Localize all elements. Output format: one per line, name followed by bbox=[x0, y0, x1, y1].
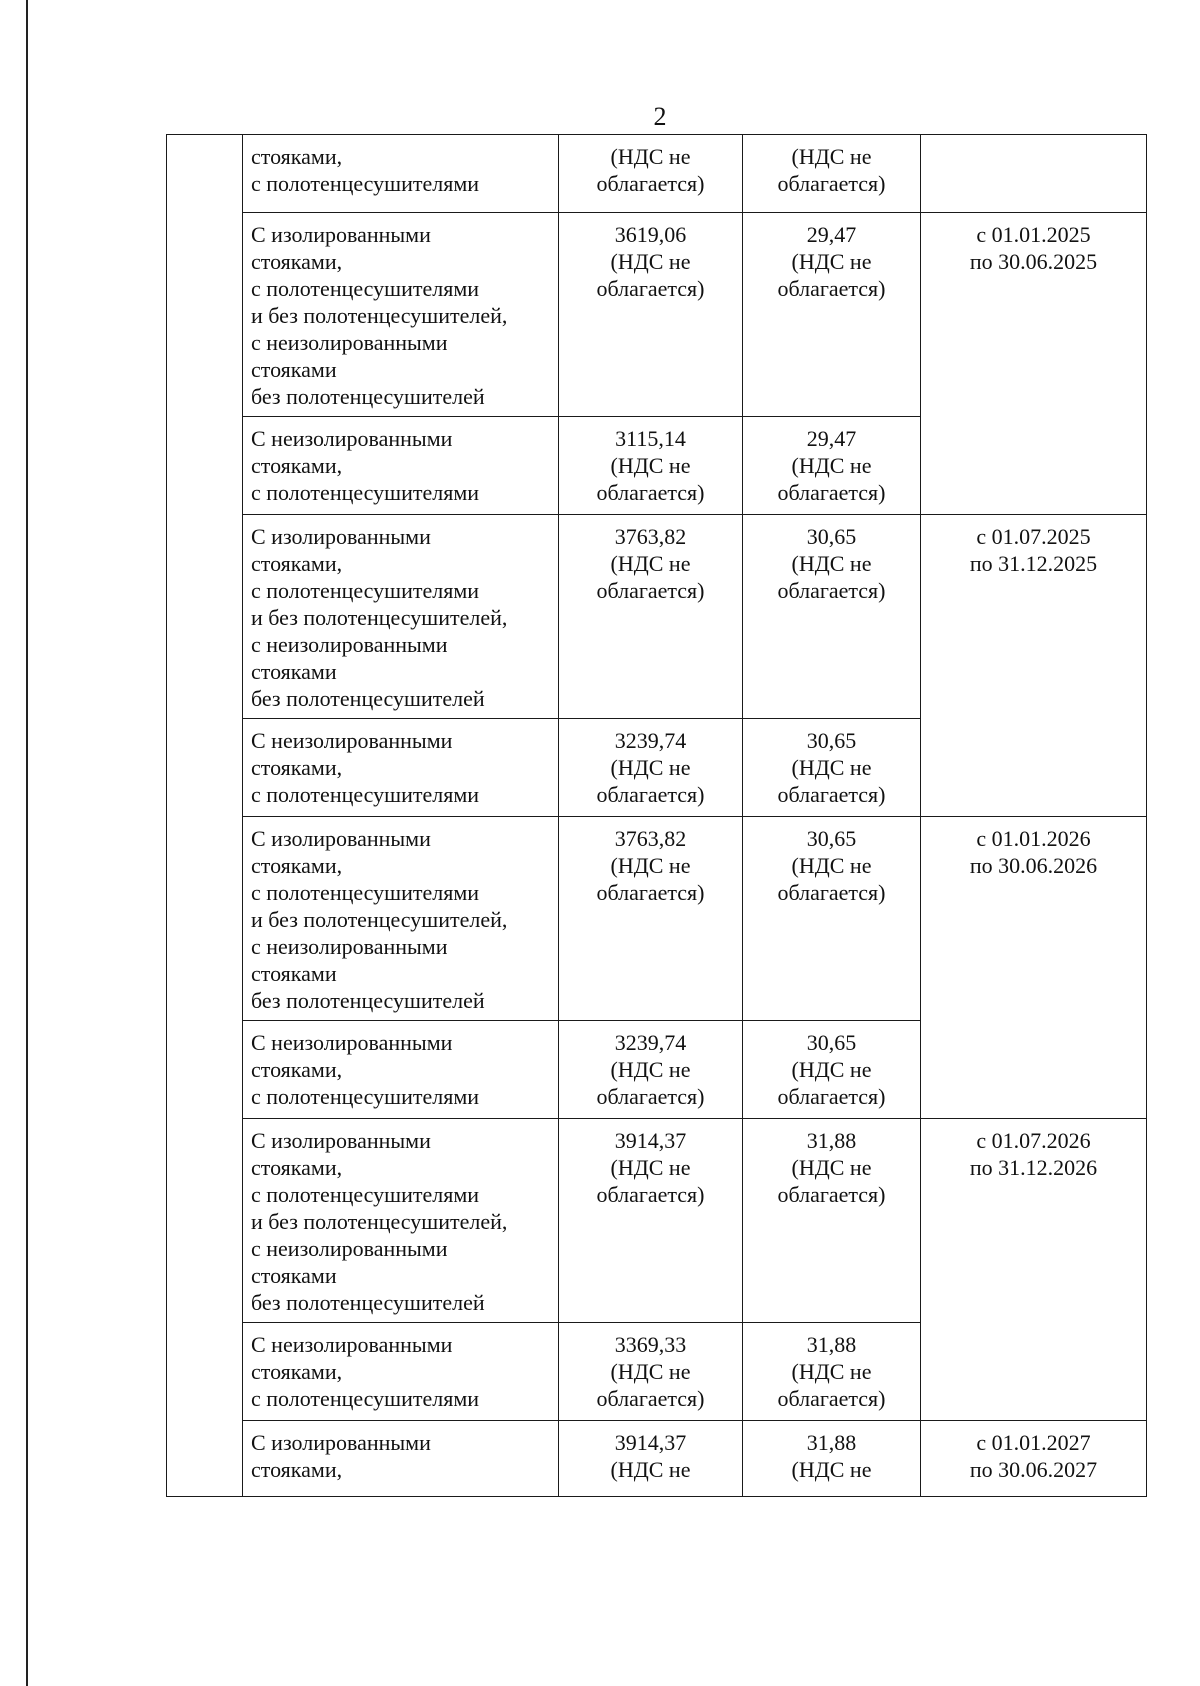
cell-line: С неизолированными bbox=[251, 1332, 453, 1357]
rate-cell bbox=[743, 417, 921, 515]
cell-line: 30,65 bbox=[806, 1030, 857, 1055]
tariff-table bbox=[166, 134, 1147, 1497]
cell-line: 3115,14 bbox=[615, 426, 686, 451]
cell-line: С неизолированными bbox=[251, 1030, 453, 1055]
cell-line: С изолированными bbox=[251, 826, 431, 851]
price-cell bbox=[559, 1323, 743, 1421]
page-edge-line bbox=[26, 0, 28, 1686]
cell-line: 3763,82 bbox=[614, 826, 687, 851]
description-cell bbox=[243, 417, 559, 515]
cell-line: С неизолированными bbox=[251, 426, 453, 451]
rate-cell bbox=[743, 213, 921, 417]
cell-line: стояками, bbox=[251, 1457, 343, 1482]
rate-cell bbox=[743, 719, 921, 817]
cell-line: стояками bbox=[251, 1263, 337, 1288]
cell-line: с полотенцесушителями bbox=[251, 782, 480, 807]
cell-line: по 30.06.2027 bbox=[969, 1457, 1098, 1482]
cell-line: (НДС не bbox=[791, 1057, 872, 1082]
table-row bbox=[167, 213, 1147, 417]
description-cell bbox=[243, 1323, 559, 1421]
cell-line: с неизолированными bbox=[251, 934, 448, 959]
price-cell bbox=[559, 1119, 743, 1323]
cell-line: без полотенцесушителей bbox=[251, 384, 485, 409]
cell-line: 3763,82 bbox=[614, 524, 687, 549]
price-cell bbox=[559, 213, 743, 417]
cell-line: с 01.01.2025 bbox=[976, 222, 1091, 247]
cell-line: облагается) bbox=[596, 276, 705, 301]
cell-line: 31,88 bbox=[806, 1332, 857, 1357]
cell-line: с полотенцесушителями bbox=[251, 171, 480, 196]
cell-line: 3914,37 bbox=[614, 1128, 687, 1153]
cell-line: и без полотенцесушителей, bbox=[251, 1209, 508, 1234]
cell-line: (НДС не bbox=[791, 249, 872, 274]
cell-line: стояками, bbox=[251, 1359, 343, 1384]
cell-line: (НДС не bbox=[791, 853, 872, 878]
cell-line: стояками, bbox=[251, 144, 343, 169]
cell-line: 3239,74 bbox=[614, 728, 687, 753]
cell-line: облагается) bbox=[777, 1386, 886, 1411]
cell-line: облагается) bbox=[596, 880, 705, 905]
price-cell bbox=[559, 417, 743, 515]
description-cell bbox=[243, 1021, 559, 1119]
description-cell bbox=[243, 1421, 559, 1497]
rate-cell bbox=[743, 1021, 921, 1119]
cell-line: (НДС не bbox=[610, 1155, 691, 1180]
table-row bbox=[167, 1421, 1147, 1497]
cell-line: облагается) bbox=[777, 276, 886, 301]
tariff-table-body bbox=[167, 135, 1147, 1497]
cell-line: С изолированными bbox=[251, 222, 431, 247]
cell-line: (НДС не bbox=[610, 453, 691, 478]
cell-line: 3914,37 bbox=[614, 1430, 687, 1455]
cell-line: 30,65 bbox=[806, 826, 857, 851]
cell-line: с полотенцесушителями bbox=[251, 880, 480, 905]
cell-line: с неизолированными bbox=[251, 632, 448, 657]
cell-line: с 01.01.2027 bbox=[976, 1430, 1091, 1455]
cell-line: стояками bbox=[251, 357, 337, 382]
price-cell bbox=[559, 1021, 743, 1119]
period-cell bbox=[921, 1119, 1147, 1421]
cell-line: с полотенцесушителями bbox=[251, 1182, 480, 1207]
cell-line: без полотенцесушителей bbox=[251, 1290, 485, 1315]
cell-line: и без полотенцесушителей, bbox=[251, 907, 508, 932]
cell-line: облагается) bbox=[777, 880, 886, 905]
cell-line: стояками, bbox=[251, 453, 343, 478]
cell-line: с полотенцесушителями bbox=[251, 1084, 480, 1109]
table-row bbox=[167, 135, 1147, 213]
cell-line: (НДС не bbox=[791, 551, 872, 576]
cell-line: облагается) bbox=[596, 578, 705, 603]
table-row bbox=[167, 515, 1147, 719]
period-cell bbox=[921, 213, 1147, 515]
price-cell bbox=[559, 719, 743, 817]
cell-line: 29,47 bbox=[806, 222, 857, 247]
cell-line: с полотенцесушителями bbox=[251, 1386, 480, 1411]
cell-line: (НДС не bbox=[791, 144, 872, 169]
cell-line: стояками, bbox=[251, 249, 343, 274]
cell-line: 30,65 bbox=[806, 728, 857, 753]
cell-line: облагается) bbox=[777, 1182, 886, 1207]
description-cell bbox=[243, 1119, 559, 1323]
cell-line: без полотенцесушителей bbox=[251, 686, 485, 711]
cell-line: облагается) bbox=[596, 1084, 705, 1109]
rate-cell bbox=[743, 515, 921, 719]
cell-line: 31,88 bbox=[806, 1430, 857, 1455]
cell-line: облагается) bbox=[777, 782, 886, 807]
cell-line: (НДС не bbox=[791, 1155, 872, 1180]
table-row bbox=[167, 817, 1147, 1021]
cell-line: облагается) bbox=[596, 480, 705, 505]
page-number: 2 bbox=[653, 102, 667, 131]
cell-line: с неизолированными bbox=[251, 1236, 448, 1261]
description-cell bbox=[243, 213, 559, 417]
rate-cell bbox=[743, 1421, 921, 1497]
cell-line: (НДС не bbox=[791, 1359, 872, 1384]
cell-line: стояками, bbox=[251, 551, 343, 576]
cell-line: облагается) bbox=[777, 578, 886, 603]
cell-line: С изолированными bbox=[251, 524, 431, 549]
period-cell bbox=[921, 817, 1147, 1119]
cell-line: по 31.12.2025 bbox=[969, 551, 1098, 576]
cell-line: (НДС не bbox=[610, 1457, 691, 1482]
period-cell bbox=[921, 135, 1147, 213]
cell-line: по 30.06.2025 bbox=[969, 249, 1098, 274]
cell-line: с полотенцесушителями bbox=[251, 276, 480, 301]
cell-line: по 31.12.2026 bbox=[969, 1155, 1098, 1180]
cell-line: С изолированными bbox=[251, 1128, 431, 1153]
cell-line: (НДС не bbox=[610, 1057, 691, 1082]
cell-line: С изолированными bbox=[251, 1430, 431, 1455]
cell-line: стояками, bbox=[251, 1155, 343, 1180]
cell-line: с неизолированными bbox=[251, 330, 448, 355]
rate-cell bbox=[743, 817, 921, 1021]
rate-cell bbox=[743, 135, 921, 213]
cell-line: стояками, bbox=[251, 1057, 343, 1082]
cell-line: С неизолированными bbox=[251, 728, 453, 753]
cell-line: стояками, bbox=[251, 853, 343, 878]
cell-line: без полотенцесушителей bbox=[251, 988, 485, 1013]
price-cell bbox=[559, 135, 743, 213]
cell-line: облагается) bbox=[777, 171, 886, 196]
cell-line: стояками bbox=[251, 659, 337, 684]
cell-line: с 01.01.2026 bbox=[976, 826, 1091, 851]
cell-line: (НДС не bbox=[610, 1359, 691, 1384]
cell-line: 3369,33 bbox=[614, 1332, 687, 1357]
cell-line: (НДС не bbox=[610, 551, 691, 576]
cell-line: по 30.06.2026 bbox=[969, 853, 1098, 878]
cell-line: 31,88 bbox=[806, 1128, 857, 1153]
cell-line: (НДС не bbox=[791, 1457, 872, 1482]
cell-line: 29,47 bbox=[806, 426, 857, 451]
cell-line: стояками bbox=[251, 961, 337, 986]
cell-line: с полотенцесушителями bbox=[251, 480, 480, 505]
description-cell bbox=[243, 135, 559, 213]
price-cell bbox=[559, 817, 743, 1021]
description-cell bbox=[243, 817, 559, 1021]
cell-line: с полотенцесушителями bbox=[251, 578, 480, 603]
cell-line: с 01.07.2026 bbox=[976, 1128, 1091, 1153]
cell-line: (НДС не bbox=[610, 853, 691, 878]
period-cell bbox=[921, 1421, 1147, 1497]
rate-cell bbox=[743, 1119, 921, 1323]
cell-line: (НДС не bbox=[791, 453, 872, 478]
description-cell bbox=[243, 719, 559, 817]
description-cell bbox=[243, 515, 559, 719]
cell-line: 3619,06 bbox=[614, 222, 687, 247]
price-cell bbox=[559, 1421, 743, 1497]
cell-line: облагается) bbox=[596, 1386, 705, 1411]
cell-line: облагается) bbox=[596, 171, 705, 196]
cell-line: и без полотенцесушителей, bbox=[251, 303, 508, 328]
cell-line: с 01.07.2025 bbox=[976, 524, 1091, 549]
number-column-cell bbox=[167, 135, 243, 1497]
cell-line: облагается) bbox=[596, 1182, 705, 1207]
cell-line: стояками, bbox=[251, 755, 343, 780]
rate-cell bbox=[743, 1323, 921, 1421]
period-cell bbox=[921, 515, 1147, 817]
cell-line: 30,65 bbox=[806, 524, 857, 549]
cell-line: и без полотенцесушителей, bbox=[251, 605, 508, 630]
cell-line: 3239,74 bbox=[614, 1030, 687, 1055]
cell-line: облагается) bbox=[777, 480, 886, 505]
table-row bbox=[167, 1119, 1147, 1323]
cell-line: облагается) bbox=[777, 1084, 886, 1109]
cell-line: (НДС не bbox=[610, 249, 691, 274]
cell-line: облагается) bbox=[596, 782, 705, 807]
cell-line: (НДС не bbox=[610, 144, 691, 169]
price-cell bbox=[559, 515, 743, 719]
cell-line: (НДС не bbox=[791, 755, 872, 780]
cell-line: (НДС не bbox=[610, 755, 691, 780]
